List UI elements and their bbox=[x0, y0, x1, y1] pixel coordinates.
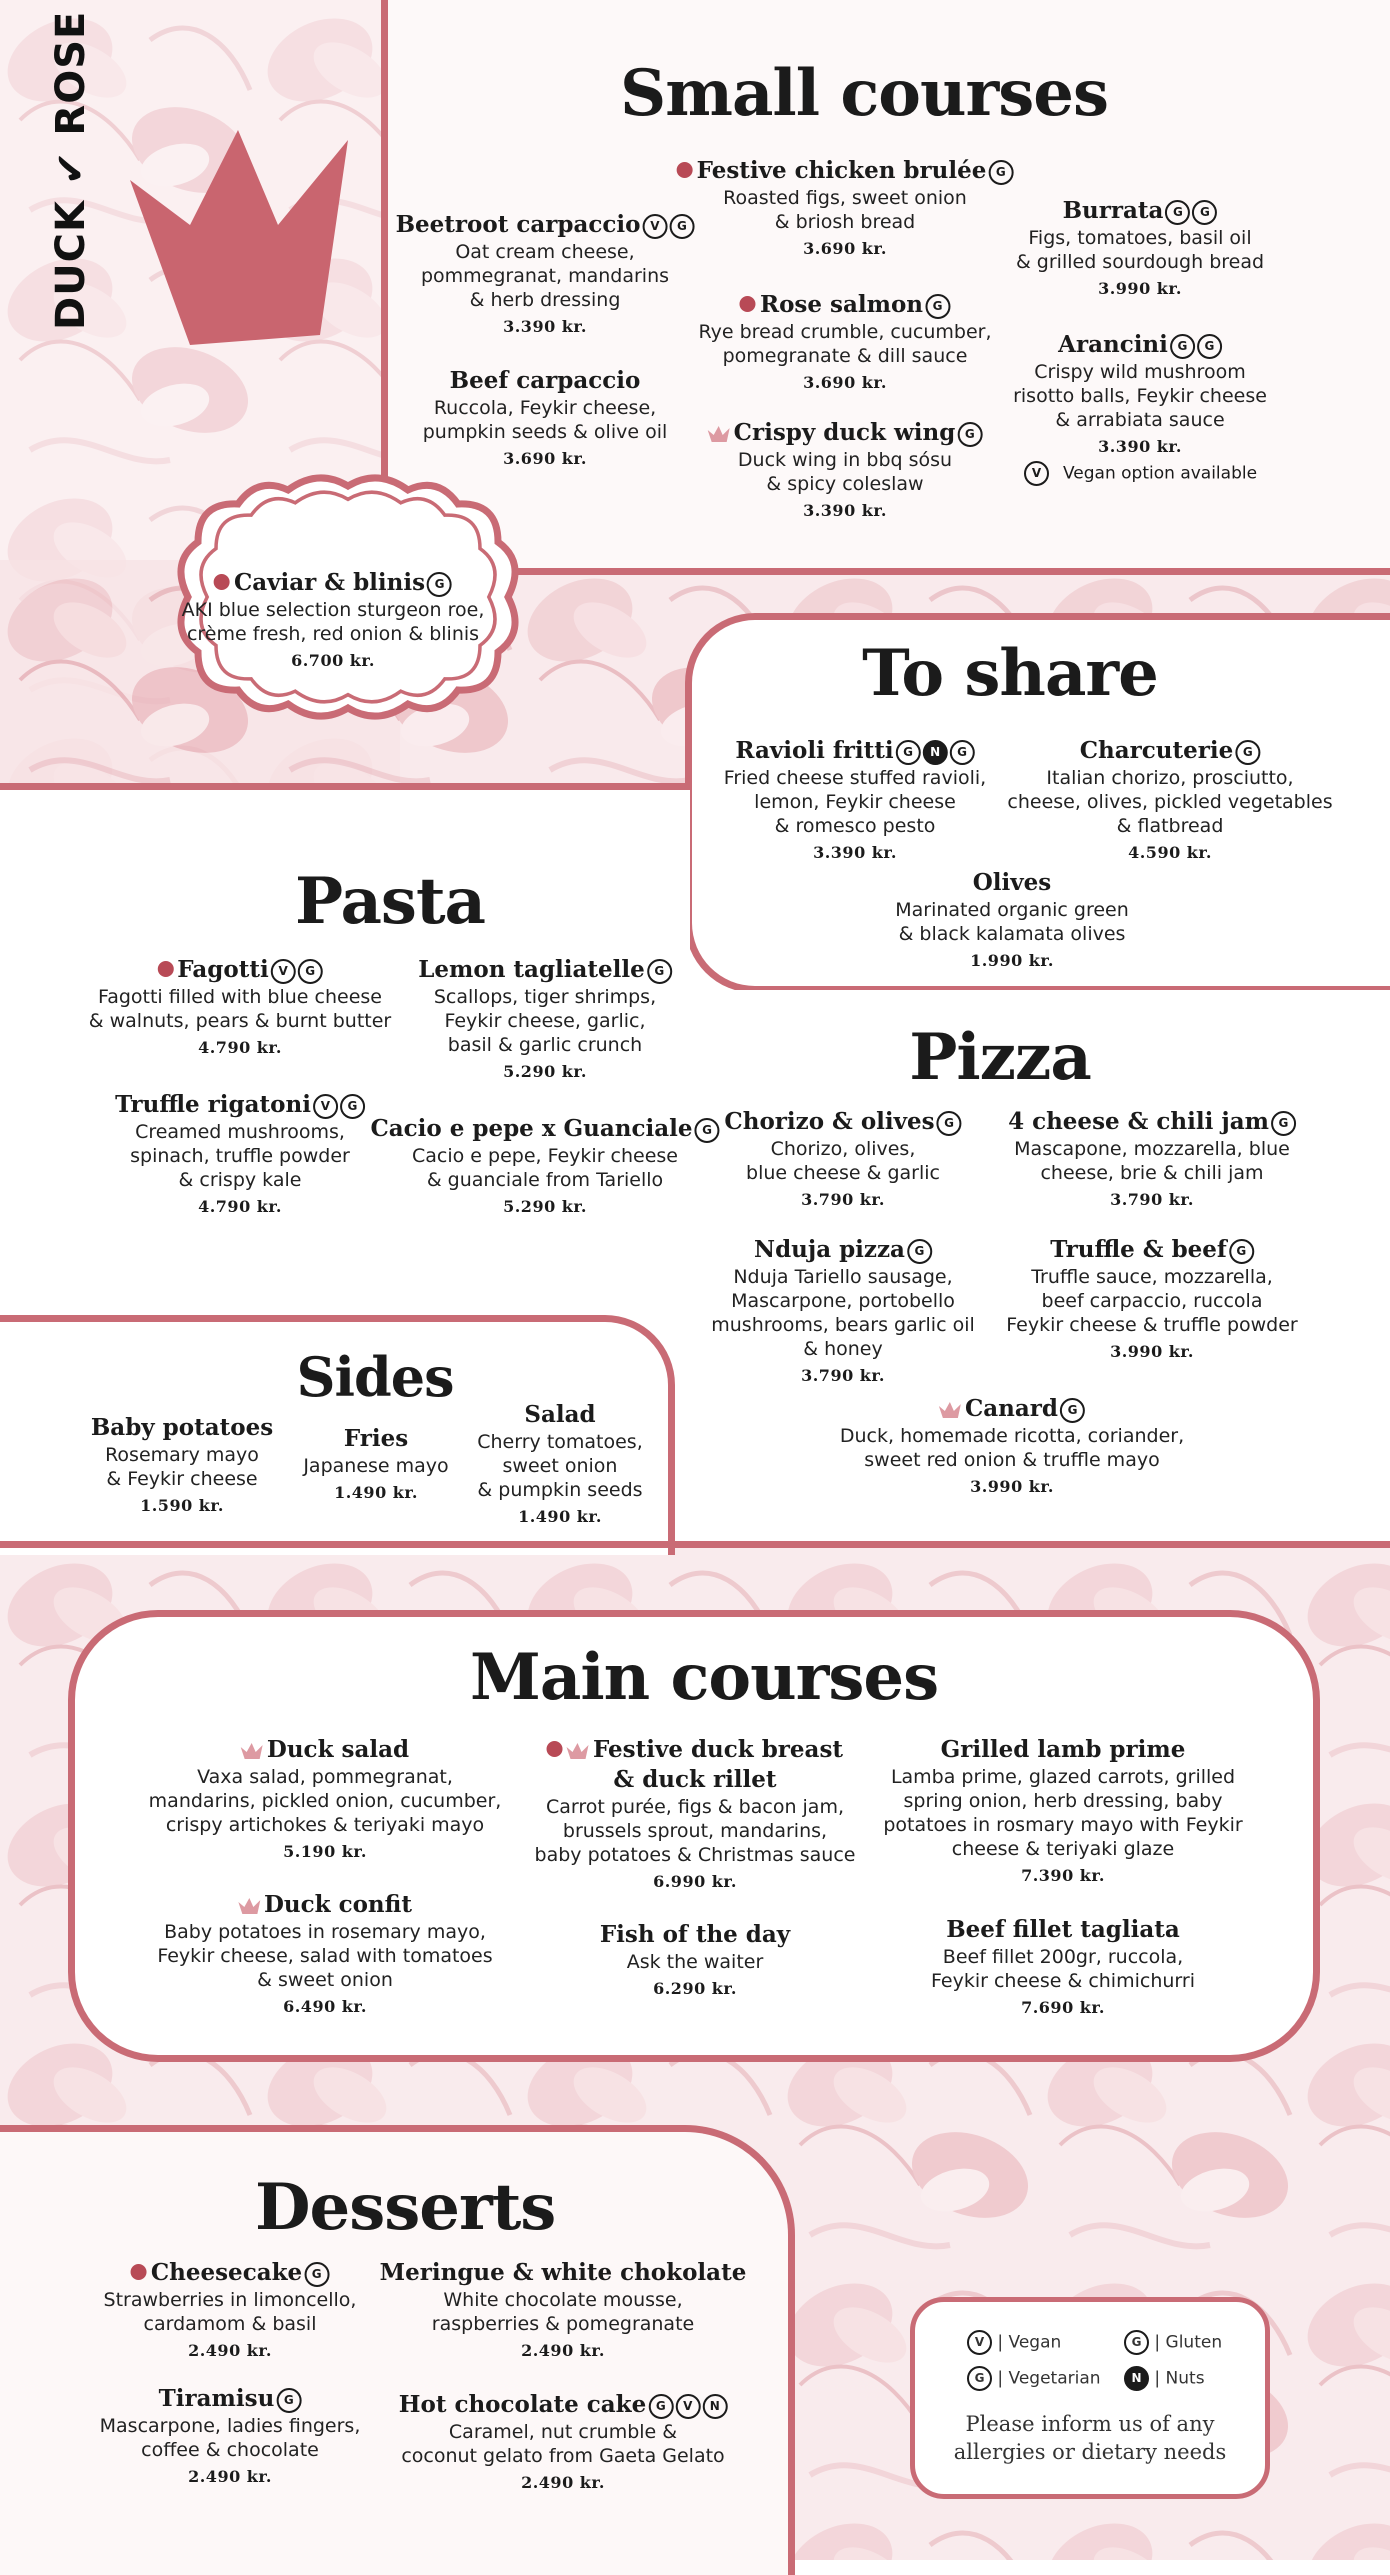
brand-logo: DUCK ✔ ROSE bbox=[48, 10, 94, 330]
gluten-icon: G bbox=[340, 1094, 365, 1119]
gluten-icon: G bbox=[1124, 2330, 1149, 2355]
allergy-note: Please inform us of any allergies or dietary needs bbox=[953, 2412, 1227, 2464]
gluten-icon: G bbox=[298, 959, 323, 984]
legend-gluten: G | Gluten bbox=[1122, 2330, 1222, 2355]
gluten-icon: G bbox=[988, 160, 1013, 185]
menu-item-grilled-lamb: Grilled lamb prime Lamba prime, glazed carrots, grilled spring onion, herb dressing, baby potatoes in rosmary mayo with Feykir cheese & teriyaki glaze 7.390 kr. bbox=[883, 1736, 1243, 1885]
vegetarian-icon: G bbox=[1192, 200, 1217, 225]
pizza-title: Pizza bbox=[909, 1020, 1091, 1095]
legend-vegan: V | Vegan bbox=[965, 2330, 1061, 2355]
gluten-icon: G bbox=[896, 740, 921, 765]
menu-item-lemon-tagliatelle: Lemon tagliatelle G Scallops, tiger shrimps, Feykir cheese, garlic, basil & garlic crunch 5.290 kr. bbox=[418, 955, 672, 1083]
crown-icon bbox=[241, 1743, 263, 1759]
menu-item-festive-chicken: Festive chicken brulée G Roasted figs, sweet onion & briosh bread 3.690 kr. bbox=[677, 156, 1014, 260]
menu-item-cacio-e-pepe: Cacio e pepe x Guanciale G Cacio e pepe, Feykir cheese & guanciale from Tariello 5.290 kr. bbox=[370, 1114, 719, 1218]
gluten-icon: G bbox=[695, 1118, 720, 1143]
pomegranate-icon bbox=[157, 961, 173, 977]
main-courses-title: Main courses bbox=[470, 1640, 939, 1715]
gluten-icon: G bbox=[648, 2394, 673, 2419]
legend-vegetarian: G | Vegetarian bbox=[965, 2366, 1101, 2391]
pomegranate-icon bbox=[131, 2264, 147, 2280]
menu-item-beetroot-carpaccio: Beetroot carpaccio V G Oat cream cheese, pommegranat, mandarins & herb dressing 3.390 kr. bbox=[396, 210, 695, 338]
gluten-icon: G bbox=[907, 1239, 932, 1264]
crown-icon bbox=[238, 1898, 260, 1914]
menu-item-beef-carpaccio: Beef carpaccio Ruccola, Feykir cheese, pumpkin seeds & olive oil 3.690 kr. bbox=[422, 367, 668, 468]
gluten-icon: G bbox=[669, 214, 694, 239]
crown-icon bbox=[939, 1402, 961, 1418]
menu-item-truffle-beef: Truffle & beef G Truffle sauce, mozzarella, beef carpaccio, ruccola Feykir cheese & truffle powder 3.990 kr. bbox=[1006, 1236, 1298, 1361]
pomegranate-icon bbox=[214, 574, 230, 590]
menu-item-duck-salad: Duck salad Vaxa salad, pommegranat, mandarins, pickled onion, cucumber, crispy artichokes & teriyaki mayo 5.190 kr. bbox=[148, 1736, 502, 1861]
menu-item-ravioli-fritti: Ravioli fritti G N G Fried cheese stuffed ravioli, lemon, Feykir cheese & romesco pesto 3.390 kr. bbox=[723, 737, 987, 862]
menu-item-baby-potatoes: Baby potatoes Rosemary mayo & Feykir cheese 1.590 kr. bbox=[90, 1414, 274, 1515]
vegetarian-icon: G bbox=[950, 740, 975, 765]
menu-item-olives: Olives Marinated organic green & black kalamata olives 1.990 kr. bbox=[895, 869, 1129, 970]
crown-icon bbox=[130, 130, 350, 345]
menu-item-fries: Fries Japanese mayo 1.490 kr. bbox=[303, 1425, 449, 1502]
menu-item-fagotti: Fagotti V G Fagotti filled with blue cheese & walnuts, pears & burnt butter 4.790 kr. bbox=[88, 956, 392, 1057]
crown-icon bbox=[708, 426, 730, 442]
menu-item-cheesecake: Cheesecake G Strawberries in limoncello, cardamom & basil 2.490 kr. bbox=[103, 2259, 357, 2360]
small-courses-title: Small courses bbox=[620, 56, 1108, 131]
menu-item-tiramisu: Tiramisu G Mascarpone, ladies fingers, coffee & chocolate 2.490 kr. bbox=[99, 2385, 361, 2486]
gluten-icon: G bbox=[1060, 1398, 1085, 1423]
nuts-icon: N bbox=[923, 740, 948, 765]
sides-title: Sides bbox=[296, 1345, 454, 1409]
menu-item-caviar-blinis: Caviar & blinis G AKI blue selection sturgeon roe, crème fresh, red onion & blinis 6.700 kr. bbox=[181, 569, 485, 670]
menu-item-festive-duck-breast: Festive duck breast & duck rillet Carrot purée, figs & bacon jam, brussels sprout, mandarins, baby potatoes & Christmas sauce 6.990 kr. bbox=[534, 1736, 856, 1891]
gluten-icon: G bbox=[957, 422, 982, 447]
gluten-icon: G bbox=[1165, 200, 1190, 225]
vegan-icon: V bbox=[271, 959, 296, 984]
nuts-icon: N bbox=[1124, 2366, 1149, 2391]
gluten-icon: G bbox=[1229, 1239, 1254, 1264]
to-share-title: To share bbox=[862, 636, 1158, 711]
vegan-option-note: V Vegan option available bbox=[1022, 461, 1257, 486]
menu-item-rose-salmon: Rose salmon G Rye bread crumble, cucumber, pomegranate & dill sauce 3.690 kr. bbox=[698, 291, 992, 392]
pomegranate-icon bbox=[677, 162, 693, 178]
menu-item-arancini: Arancini G G Crispy wild mushroom risotto balls, Feykir cheese & arrabiata sauce 3.390 kr. bbox=[1013, 331, 1267, 456]
pomegranate-icon bbox=[740, 296, 756, 312]
gluten-icon: G bbox=[937, 1111, 962, 1136]
pasta-title: Pasta bbox=[295, 864, 485, 939]
crown-icon bbox=[567, 1743, 589, 1759]
vegan-icon: V bbox=[1024, 461, 1049, 486]
vegan-icon: V bbox=[642, 214, 667, 239]
menu-item-4-cheese: 4 cheese & chili jam G Mascapone, mozzarella, blue cheese, brie & chili jam 3.790 kr. bbox=[1008, 1107, 1296, 1211]
nuts-icon: N bbox=[702, 2394, 727, 2419]
vegan-icon: V bbox=[313, 1094, 338, 1119]
menu-item-nduja-pizza: Nduja pizza G Nduja Tariello sausage, Mascarpone, portobello mushrooms, bears garlic oil & honey 3.790 kr. bbox=[711, 1236, 975, 1385]
menu-item-hot-chocolate-cake: Hot chocolate cake G V N Caramel, nut crumble & coconut gelato from Gaeta Gelato 2.490 kr. bbox=[399, 2390, 728, 2494]
menu-item-crispy-duck-wing: Crispy duck wing G Duck wing in bbq sósu & spicy coleslaw 3.390 kr. bbox=[708, 418, 983, 522]
menu-item-chorizo-olives: Chorizo & olives G Chorizo, olives, blue cheese & garlic 3.790 kr. bbox=[724, 1107, 961, 1211]
gluten-icon: G bbox=[276, 2388, 301, 2413]
gluten-icon: G bbox=[427, 572, 452, 597]
desserts-title: Desserts bbox=[255, 2170, 556, 2245]
vegetarian-icon: G bbox=[967, 2366, 992, 2391]
menu-item-fish-of-the-day: Fish of the day Ask the waiter 6.290 kr. bbox=[599, 1921, 791, 1998]
gluten-icon: G bbox=[1271, 1111, 1296, 1136]
gluten-icon: G bbox=[1170, 334, 1195, 359]
pomegranate-icon bbox=[547, 1741, 563, 1757]
gluten-icon: G bbox=[925, 294, 950, 319]
menu-item-burrata: Burrata G G Figs, tomatoes, basil oil & grilled sourdough bread 3.990 kr. bbox=[1015, 197, 1265, 298]
legend-nuts: N | Nuts bbox=[1122, 2366, 1205, 2391]
vegan-icon: V bbox=[675, 2394, 700, 2419]
menu-item-canard: Canard G Duck, homemade ricotta, coriander, sweet red onion & truffle mayo 3.990 kr. bbox=[839, 1395, 1185, 1496]
menu-item-duck-confit: Duck confit Baby potatoes in rosemary mayo, Feykir cheese, salad with tomatoes & sweet onion 6.490 kr. bbox=[157, 1891, 493, 2016]
menu-item-truffle-rigatoni: Truffle rigatoni V G Creamed mushrooms, spinach, truffle powder & crispy kale 4.790 kr. bbox=[115, 1090, 365, 1218]
vegetarian-icon: G bbox=[1197, 334, 1222, 359]
menu-item-beef-fillet: Beef fillet tagliata Beef fillet 200gr, ruccola, Feykir cheese & chimichurri 7.690 kr. bbox=[931, 1916, 1195, 2017]
menu-item-charcuterie: Charcuterie G Italian chorizo, prosciutto, cheese, olives, pickled vegetables & flatbread 4.590 kr. bbox=[1007, 737, 1333, 862]
legend-panel bbox=[910, 2297, 1270, 2499]
vegan-icon: V bbox=[967, 2330, 992, 2355]
menu-item-salad: Salad Cherry tomatoes, sweet onion & pumpkin seeds 1.490 kr. bbox=[477, 1401, 643, 1526]
divider-line bbox=[0, 1541, 1390, 1548]
menu-item-meringue: Meringue & white chokolate White chocolate mousse, raspberries & pomegranate 2.490 kr. bbox=[379, 2259, 747, 2360]
gluten-icon: G bbox=[304, 2262, 329, 2287]
gluten-icon: G bbox=[1235, 740, 1260, 765]
gluten-icon: G bbox=[647, 959, 672, 984]
